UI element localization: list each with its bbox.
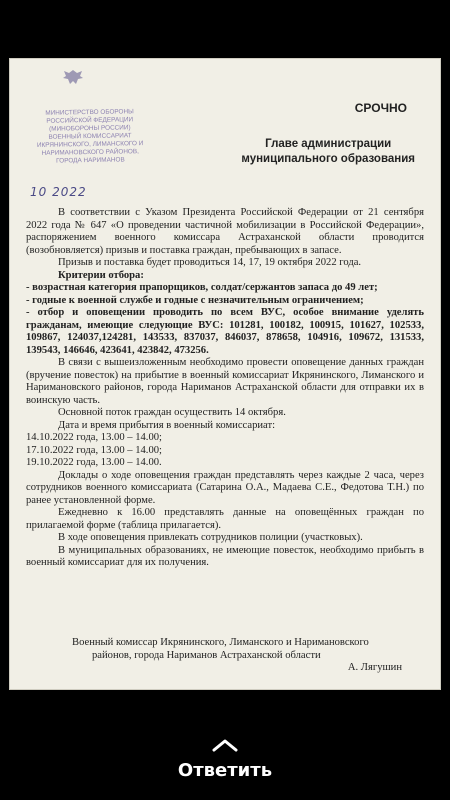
- document-page: [9, 58, 441, 690]
- recipient-line: муниципального образования: [241, 153, 415, 165]
- date-item: 17.10.2022 года, 13.00 – 14.00;: [26, 444, 162, 456]
- paragraph: Призыв и поставка будет проводиться 14, 17, 19 октября 2022 года.: [58, 257, 362, 268]
- criteria-item: - отбор и оповещении проводить по всем ВУС, особое внимание уделять гражданам, имеющие следующие ВУС: 101281, 100182, 100915, 101627, 102533, 109867, 124037,124281, 143533, 837037, 846037, 878658, 104916, 109672, 131533, 139543, 146646, 423641, 423842, 473256.: [26, 307, 424, 356]
- paragraph: В соответствии с Указом Президента Российской Федерации от 21 сентября 2022 года № 647 «О проведении частичной мобилизации в Российской Федерации», распоряжением военного комиссара Астраханской области проводится (возобновляется) призыв и поставка граждан, пребывающих в запасе.: [26, 207, 424, 256]
- recipient-line: Главе администрации: [265, 138, 392, 150]
- signer-title: районов, города Нариманов Астраханской области: [92, 649, 321, 661]
- reply-button[interactable]: Ответить: [177, 760, 273, 781]
- document-body: [26, 207, 424, 570]
- chevron-up-icon[interactable]: [210, 738, 240, 752]
- date-item: 14.10.2022 года, 13.00 – 14.00;: [26, 432, 162, 443]
- signer-title: Военный комиссар Икрянинского, Лиманского и Наримановского: [72, 637, 369, 648]
- criteria-item: - возрастная категория прапорщиков, солдат/сержантов запаса до 49 лет;: [26, 282, 378, 293]
- paragraph: Основной поток граждан осуществить 14 октября.: [58, 407, 286, 418]
- recipient-block: [241, 137, 415, 167]
- paragraph: Доклады о ходе оповещения граждан представлять через каждые 2 часа, через сотрудников военного комиссариата (Сатарина О.А., Мадаева С.Е., Федотова Т.Н.) по ранее установленной форме.: [26, 469, 424, 506]
- urgent-label: СРОЧНО: [354, 101, 407, 115]
- eagle-emblem-icon: [60, 67, 86, 89]
- date-item: 19.10.2022 года, 13.00 – 14.00.: [26, 457, 162, 468]
- signer-name: А. Лягушин: [347, 662, 402, 673]
- criteria-title: Критерии отбора:: [58, 269, 144, 281]
- paragraph: В ходе оповещения привлекать сотрудников полиции (участковых).: [58, 532, 363, 543]
- paragraph: В муниципальных образованиях, не имеющие повесток, необходимо прибыть в военный комиссариат для их получения.: [26, 544, 424, 568]
- paragraph: Ежедневно к 16.00 представлять данные на оповещённых граждан по прилагаемой форме (таблица прилагается).: [26, 507, 424, 531]
- criteria-item: - годные к военной службе и годные с незначительным ограничением;: [26, 294, 364, 306]
- handwritten-date: 10 2022: [30, 185, 87, 199]
- paragraph: В связи с вышеизложенным необходимо провести оповещение данных граждан (вручение повесток) на прибытие в военный комиссариат Икрянинского, Лиманского и Наримановского районов, города Нариманов Астраханской области для отправки их в воинскую часть.: [26, 357, 424, 406]
- paragraph: Дата и время прибытия в военный комиссариат:: [58, 419, 276, 431]
- issuer-stamp: МИНИСТЕРСТВО ОБОРОНЫ РОССИЙСКОЙ ФЕДЕРАЦИИ (МИНОБОРОНЫ РОССИИ) ВОЕННЫЙ КОМИССАРИАТ ИКРЯНИНСКОГО, ЛИМАНСКОГО И НАРИМАНОВСКОГО РАЙОНОВ, ГОРОДА НАРИМАНОВ: [36, 108, 144, 165]
- signature-block: [30, 637, 430, 675]
